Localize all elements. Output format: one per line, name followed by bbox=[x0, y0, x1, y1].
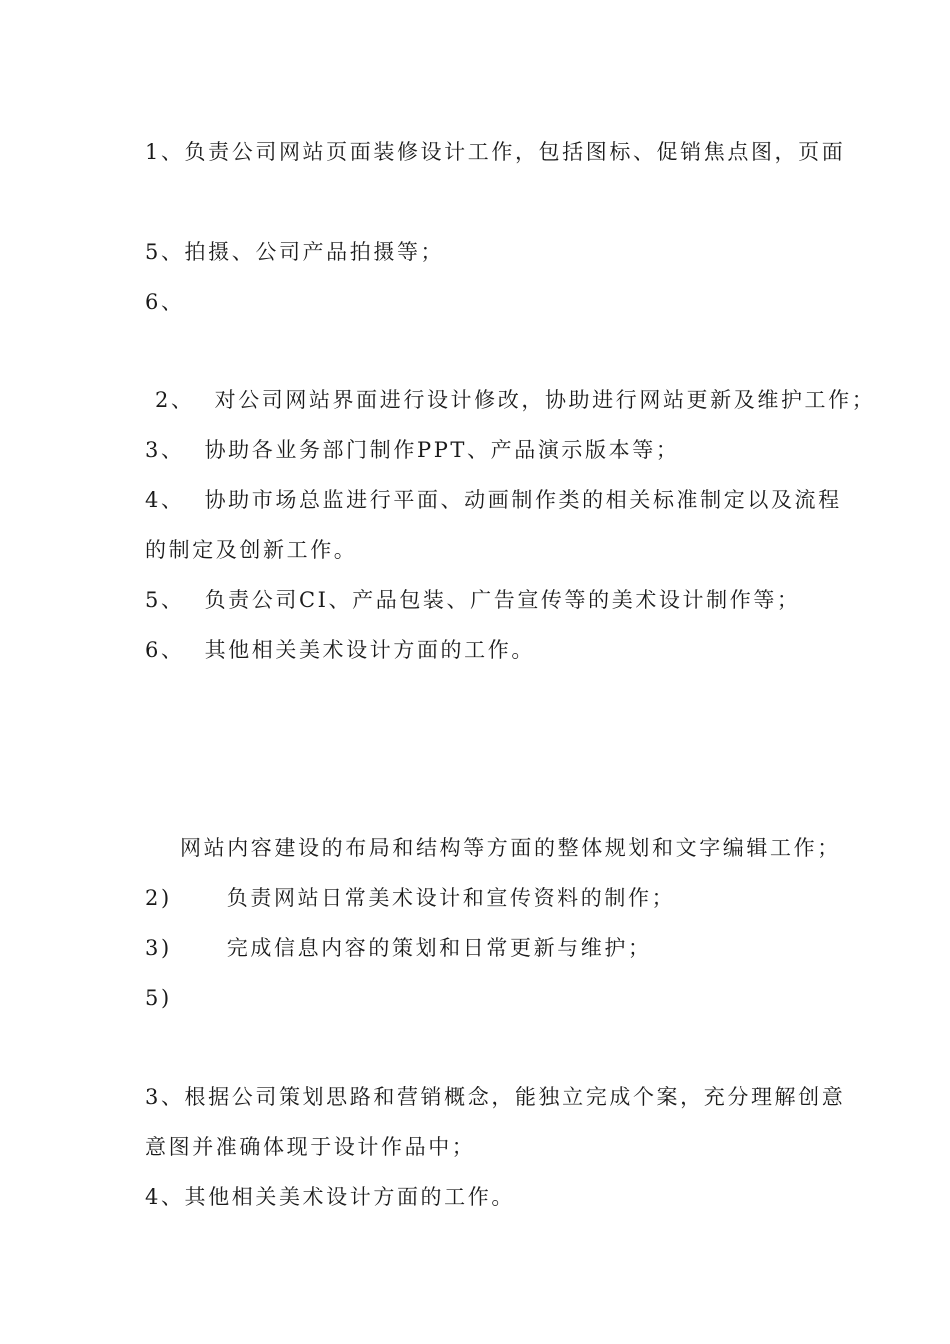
line-text: 4、其他相关美术设计方面的工作。 bbox=[145, 1185, 515, 1209]
paragraph-line bbox=[145, 1133, 475, 1161]
list-text: 完成信息内容的策划和日常更新与维护； bbox=[226, 936, 652, 960]
list-text: 协助市场总监进行平面、动画制作类的相关标准制定以及流程 bbox=[204, 488, 842, 512]
list-number: 5) bbox=[145, 986, 172, 1010]
paragraph-line bbox=[145, 1183, 515, 1211]
line-text: 意图并准确体现于设计作品中； bbox=[145, 1135, 476, 1159]
list-text: 协助各业务部门制作PPT、产品演示版本等； bbox=[204, 438, 680, 462]
paragraph-line bbox=[145, 138, 845, 166]
line-text: 5、拍摄、公司产品拍摄等； bbox=[145, 240, 445, 264]
list-text: 其他相关美术设计方面的工作。 bbox=[204, 638, 535, 662]
list-item bbox=[145, 934, 652, 962]
line-text: 1、负责公司网站页面装修设计工作，包括图标、促销焦点图，页面 bbox=[145, 140, 846, 164]
list-number: 3) bbox=[145, 936, 172, 960]
list-text: 对公司网站界面进行设计修改，协助进行网站更新及维护工作； bbox=[214, 388, 876, 412]
list-item bbox=[145, 486, 842, 514]
list-number: 4、 bbox=[145, 488, 185, 512]
list-item bbox=[145, 984, 172, 1012]
line-text: 6、 bbox=[145, 290, 185, 314]
list-item bbox=[155, 386, 875, 414]
paragraph-line bbox=[180, 834, 841, 862]
list-item bbox=[145, 436, 679, 464]
list-number: 3、 bbox=[145, 438, 185, 462]
list-text: 负责网站日常美术设计和宣传资料的制作； bbox=[226, 886, 676, 910]
list-item bbox=[145, 586, 801, 614]
list-item bbox=[145, 884, 675, 912]
paragraph-line bbox=[145, 536, 357, 564]
list-number: 6、 bbox=[145, 638, 185, 662]
list-number: 2) bbox=[145, 886, 172, 910]
line-text: 3、根据公司策划思路和营销概念，能独立完成个案，充分理解创意 bbox=[145, 1085, 846, 1109]
list-item bbox=[145, 636, 535, 664]
list-number: 5、 bbox=[145, 588, 185, 612]
list-number: 2、 bbox=[155, 388, 195, 412]
paragraph-line bbox=[145, 238, 444, 266]
list-text: 负责公司CI、产品包装、广告宣传等的美术设计制作等； bbox=[204, 588, 801, 612]
paragraph-line bbox=[145, 288, 185, 316]
paragraph-line bbox=[145, 1083, 845, 1111]
line-text: 网站内容建设的布局和结构等方面的整体规划和文字编辑工作； bbox=[180, 836, 841, 860]
line-text: 的制定及创新工作。 bbox=[145, 538, 358, 562]
